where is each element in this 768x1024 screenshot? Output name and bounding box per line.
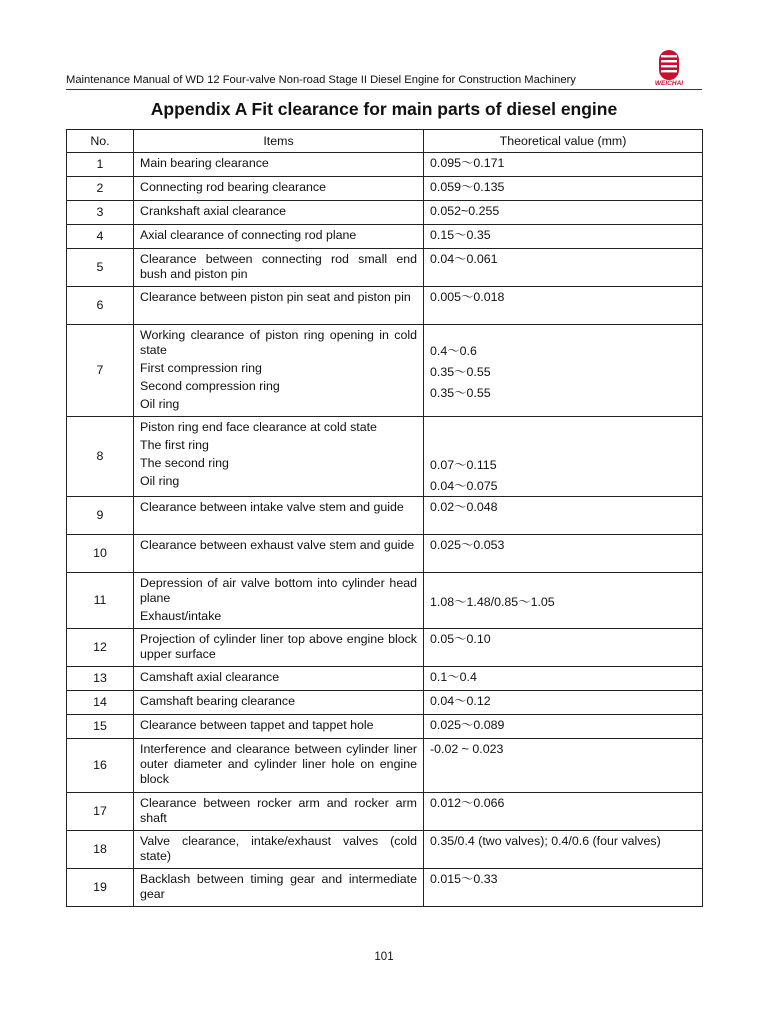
row-value: 0.04～0.12 <box>424 691 703 715</box>
sub-item: The second ring <box>140 456 229 470</box>
row-item: Clearance between rocker arm and rocker arm shaft <box>134 793 424 831</box>
row-no: 9 <box>67 497 134 535</box>
sub-value: 0.07～0.115 <box>430 458 497 472</box>
sub-value: 1.08～1.48/0.85～1.05 <box>430 595 555 609</box>
table-row <box>67 535 703 573</box>
sub-item: Second compression ring <box>140 379 280 393</box>
row-item: Projection of cylinder liner top above engine block upper surface <box>134 629 424 667</box>
row-value: 0.059～0.135 <box>424 177 703 201</box>
table-row <box>67 629 703 667</box>
table-row <box>67 691 703 715</box>
row-no: 7 <box>67 325 134 417</box>
row-no: 3 <box>67 201 134 225</box>
row-value: 0.012～0.066 <box>424 793 703 831</box>
sub-value: 0.35～0.55 <box>430 365 491 379</box>
row-no: 11 <box>67 573 134 629</box>
row-item: Connecting rod bearing clearance <box>134 177 424 201</box>
item-main: Working clearance of piston ring opening in cold state <box>140 328 417 357</box>
row-value <box>424 417 703 497</box>
table-header-row <box>67 130 703 153</box>
table-row <box>67 287 703 325</box>
row-item: Valve clearance, intake/exhaust valves (cold state) <box>134 831 424 869</box>
row-no: 8 <box>67 417 134 497</box>
row-item: Camshaft bearing clearance <box>134 691 424 715</box>
row-value: 0.052~0.255 <box>424 201 703 225</box>
row-no: 13 <box>67 667 134 691</box>
row-value: 0.1～0.4 <box>424 667 703 691</box>
weichai-logo-icon <box>659 50 679 80</box>
row-value: 0.02～0.048 <box>424 497 703 535</box>
row-value: 0.04～0.061 <box>424 249 703 287</box>
sub-item: The first ring <box>140 438 209 452</box>
row-value: 0.005～0.018 <box>424 287 703 325</box>
row-value: 0.015～0.33 <box>424 869 703 907</box>
row-item: Axial clearance of connecting rod plane <box>134 225 424 249</box>
table-row <box>67 249 703 287</box>
item-main: Piston ring end face clearance at cold state <box>140 420 377 434</box>
row-no: 18 <box>67 831 134 869</box>
row-no: 10 <box>67 535 134 573</box>
row-item: Clearance between connecting rod small end bush and piston pin <box>134 249 424 287</box>
table-row <box>67 793 703 831</box>
row-value <box>424 325 703 417</box>
row-value: 0.025～0.053 <box>424 535 703 573</box>
row-item: Crankshaft axial clearance <box>134 201 424 225</box>
row-value: 0.025～0.089 <box>424 715 703 739</box>
row-value: 0.05～0.10 <box>424 629 703 667</box>
sub-item: Oil ring <box>140 474 180 488</box>
table-row <box>67 573 703 629</box>
table-row <box>67 177 703 201</box>
row-no: 19 <box>67 869 134 907</box>
row-item: Clearance between tappet and tappet hole <box>134 715 424 739</box>
row-no: 6 <box>67 287 134 325</box>
row-no: 15 <box>67 715 134 739</box>
row-item <box>134 417 424 497</box>
row-value <box>424 573 703 629</box>
row-no: 12 <box>67 629 134 667</box>
table-row <box>67 739 703 793</box>
sub-item: Exhaust/intake <box>140 609 222 623</box>
row-item: Camshaft axial clearance <box>134 667 424 691</box>
item-main: Depression of air valve bottom into cylinder head plane <box>140 576 417 605</box>
table-row <box>67 667 703 691</box>
row-no: 5 <box>67 249 134 287</box>
row-no: 14 <box>67 691 134 715</box>
sub-item: First compression ring <box>140 361 262 375</box>
logo-text: WEICHAI <box>654 80 684 87</box>
table-row <box>67 417 703 497</box>
sub-item: Oil ring <box>140 397 180 411</box>
header-no: No. <box>67 130 134 153</box>
page-title: Appendix A Fit clearance for main parts of diesel engine <box>150 99 618 119</box>
row-no: 16 <box>67 739 134 793</box>
running-header: Maintenance Manual of WD 12 Four-valve Non-road Stage II Diesel Engine for Construction Machinery <box>66 74 576 86</box>
row-item: Clearance between exhaust valve stem and guide <box>134 535 424 573</box>
fit-clearance-table <box>66 129 703 907</box>
table-row <box>67 225 703 249</box>
table-row <box>67 325 703 417</box>
row-item: Main bearing clearance <box>134 153 424 177</box>
header-rule <box>66 89 702 90</box>
row-value: 0.15～0.35 <box>424 225 703 249</box>
header-value: Theoretical value (mm) <box>424 130 703 153</box>
row-item <box>134 325 424 417</box>
sub-value: 0.35～0.55 <box>430 386 491 400</box>
row-item <box>134 573 424 629</box>
row-no: 17 <box>67 793 134 831</box>
row-item: Clearance between piston pin seat and piston pin <box>134 287 424 325</box>
row-value: 0.35/0.4 (two valves); 0.4/0.6 (four valves) <box>424 831 703 869</box>
table-row <box>67 869 703 907</box>
row-item: Interference and clearance between cylinder liner outer diameter and cylinder liner hole on engine block <box>134 739 424 793</box>
table-row <box>67 831 703 869</box>
row-item: Clearance between intake valve stem and guide <box>134 497 424 535</box>
table-row <box>67 153 703 177</box>
row-item: Backlash between timing gear and intermediate gear <box>134 869 424 907</box>
page-number: 101 <box>374 951 394 963</box>
sub-value: 0.04～0.075 <box>430 479 498 493</box>
row-no: 4 <box>67 225 134 249</box>
row-no: 2 <box>67 177 134 201</box>
sub-value: 0.4～0.6 <box>430 344 477 358</box>
row-value: 0.095～0.171 <box>424 153 703 177</box>
table-row <box>67 201 703 225</box>
row-value: -0.02 ~ 0.023 <box>424 739 703 793</box>
header-items: Items <box>134 130 424 153</box>
table-row <box>67 715 703 739</box>
table-row <box>67 497 703 535</box>
row-no: 1 <box>67 153 134 177</box>
